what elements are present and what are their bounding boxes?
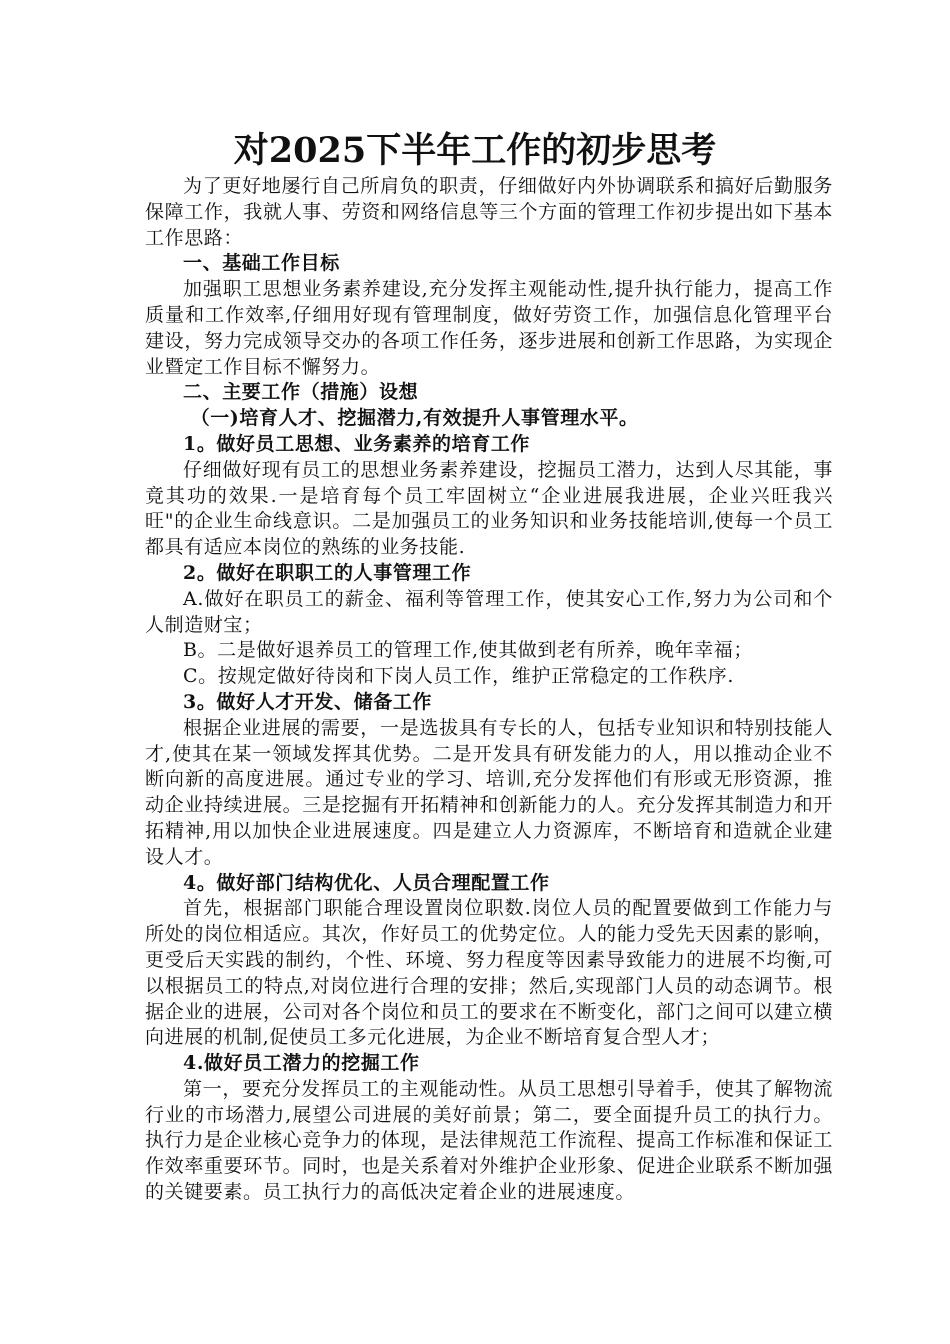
subsection-heading-talent: （一)培育人才、挖掘潜力,有效提升人事管理水平。 (190, 407, 639, 430)
item-1-paragraph: 仔细做好现有员工的思想业务素养建设，挖掘员工潜力，达到人尽其能，事竟其功的效果.一是培育每个员工牢固树立“企业进展我进展，企业兴旺我兴旺"的企业生命线意识。二是加强员工的业务知识和业务技能培训,使每一个员工都具有适应本岗位的熟练的业务技能. (145, 458, 833, 559)
item-2-point-a: A.做好在职员工的薪金、福利等管理工作，使其安心工作,努力为公司和个人制造财宝； (145, 587, 833, 636)
item-4-paragraph: 首先，根据部门职能合理设置岗位职数.岗位人员的配置要做到工作能力与所处的岗位相适应。其次，作好员工的优势定位。人的能力受先天因素的影响，更受后天实践的制约，个性、环境、努力程度等因素导致能力的进展不均衡,可以根据员工的特点,对岗位进行合理的安排；然后,实现部门人员的动态调节。根据企业的进展，公司对各个岗位和员工的要求在不断变化，部门之间可以建立横向进展的机制,促使员工多元化进展，为企业不断培育复合型人才； (145, 897, 833, 1049)
document-title: 对2025下半年工作的初步思考 (233, 130, 717, 171)
section-heading-measures: 二、主要工作（措施）设想 (183, 381, 419, 404)
item-2-point-c: C。按规定做好待岗和下岗人员工作，维护正常稳定的工作秩序. (183, 665, 734, 688)
goals-paragraph: 加强职工思想业务素养建设,充分发挥主观能动性,提升执行能力，提高工作质量和工作效率,仔细用好现有管理制度，做好劳资工作，加强信息化管理平台建设，努力完成领导交办的各项工作任务，逐步进展和创新工作思路，为实现企业暨定工作目标不懈努力。 (145, 278, 833, 378)
item-2-point-b: B。二是做好退养员工的管理工作,使其做到老有所养，晚年幸福； (183, 639, 754, 662)
item-heading-4: 4。做好部门结构优化、人员合理配置工作 (183, 871, 550, 894)
document-body (145, 174, 833, 1206)
item-heading-1: 1。做好员工思想、业务素养的培育工作 (183, 432, 531, 455)
item-heading-4b: 4.做好员工潜力的挖掘工作 (183, 1052, 420, 1075)
section-heading-goals: 一、基础工作目标 (183, 252, 340, 275)
intro-paragraph: 为了更好地屡行自己所肩负的职责，仔细做好内外协调联系和搞好后勤服务保障工作，我就人事、劳资和网络信息等三个方面的管理工作初步提出如下基本工作思路： (145, 175, 833, 249)
item-3-paragraph: 根据企业进展的需要，一是选拔具有专长的人，包括专业知识和特别技能人才,使其在某一领域发挥其优势。二是开发具有研发能力的人，用以推动企业不断向新的高度进展。通过专业的学习、培训,充分发挥他们有形或无形资源，推动企业持续进展。三是挖掘有开拓精神和创新能力的人。充分发挥其制造力和开拓精神,用以加快企业进展速度。四是建立人力资源库，不断培育和造就企业建设人才。 (145, 716, 833, 868)
item-heading-2: 2。做好在职职工的人事管理工作 (183, 561, 472, 584)
item-heading-3: 3。做好人才开发、储备工作 (183, 690, 433, 713)
item-4b-paragraph: 第一，要充分发挥员工的主观能动性。从员工思想引导着手，使其了解物流行业的市场潜力,展望公司进展的美好前景；第二，要全面提升员工的执行力。执行力是企业核心竞争力的体现，是法律规范工作流程、提高工作标准和保证工作效率重要环节。同时，也是关系着对外维护企业形象、促进企业联系不断加强的关键要素。员工执行力的高低决定着企业的进展速度。 (145, 1077, 833, 1204)
